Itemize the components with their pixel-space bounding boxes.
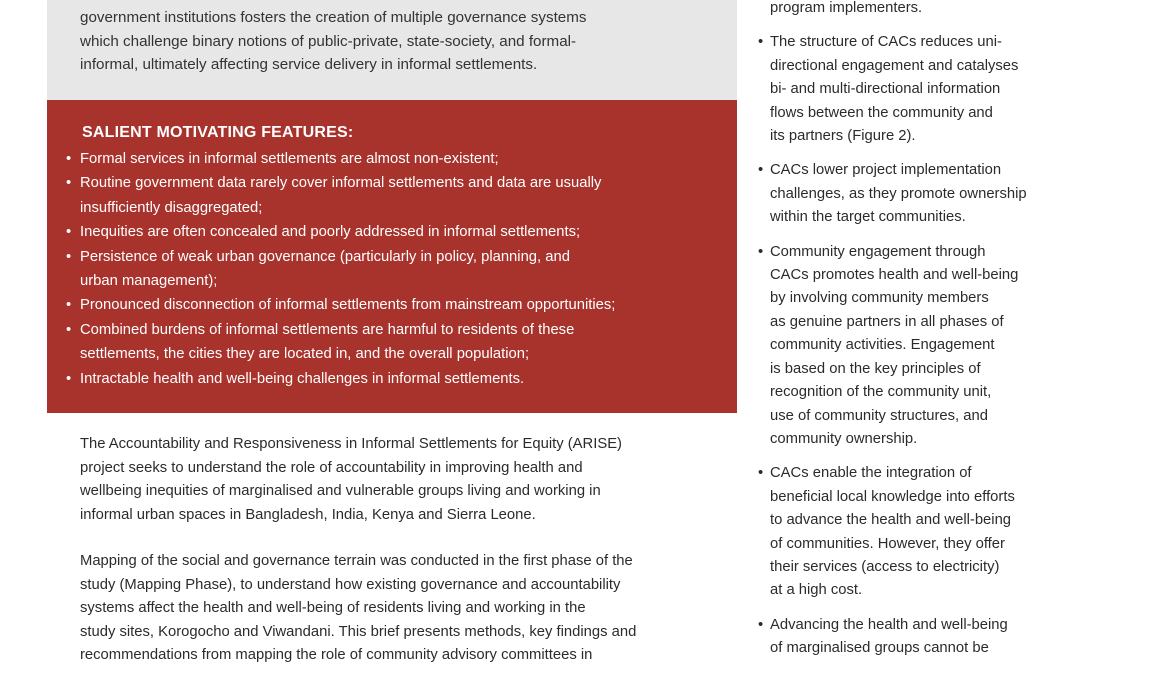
context-box bbox=[47, 0, 737, 100]
feature-item bbox=[66, 245, 731, 294]
body-line: recommendations from mapping the role of community advisory committees in bbox=[80, 647, 593, 663]
body-line: informal urban spaces in Bangladesh, India, Kenya and Sierra Leone. bbox=[80, 506, 536, 523]
finding-line: community activities. Engagement bbox=[770, 337, 995, 354]
body-line: wellbeing inequities of marginalised and vulnerable groups living and working in bbox=[80, 483, 601, 499]
feature-item bbox=[66, 147, 731, 171]
feature-item bbox=[66, 318, 731, 367]
body-line: systems affect the health and well-being of residents living and working in the bbox=[80, 600, 586, 616]
finding-item bbox=[758, 614, 1098, 661]
finding-line: by involving community members bbox=[770, 290, 989, 307]
finding-line: • Community engagement through bbox=[770, 243, 986, 260]
body-line: study (Mapping Phase), to understand how existing governance and accountability bbox=[80, 576, 621, 593]
context-line: government institutions fosters the creation of multiple governance systems bbox=[80, 9, 587, 26]
salient-features-box bbox=[47, 100, 737, 413]
feature-line: • Inequities are often concealed and poorly addressed in informal settlements; bbox=[80, 224, 581, 241]
finding-line: their services (access to electricity) bbox=[770, 558, 1000, 575]
finding-line: beneficial local knowledge into efforts bbox=[770, 488, 1015, 505]
body-line: study sites, Korogocho and Viwandani. This brief presents methods, key findings and bbox=[80, 623, 637, 640]
feature-line: • Intractable health and well-being challenges in informal settlements. bbox=[80, 370, 525, 387]
feature-line: urban management); bbox=[80, 273, 218, 290]
finding-continuation bbox=[758, 0, 1098, 20]
feature-item bbox=[66, 171, 731, 220]
finding-line: • Advancing the health and well-being bbox=[770, 616, 1008, 633]
finding-item bbox=[758, 31, 1098, 148]
finding-line: is based on the key principles of bbox=[770, 360, 981, 377]
feature-line: settlements, the cities they are located in, and the overall population; bbox=[80, 346, 530, 363]
feature-line: • Combined burdens of informal settlements are harmful to residents of these bbox=[80, 321, 575, 338]
findings-column bbox=[758, 0, 1098, 672]
finding-item bbox=[758, 241, 1098, 452]
feature-line: insufficiently disaggregated; bbox=[80, 199, 263, 216]
finding-line: • The structure of CACs reduces uni- bbox=[770, 34, 1002, 51]
finding-line: to advance the health and well-being bbox=[770, 512, 1012, 529]
finding-line: within the target communities. bbox=[770, 209, 966, 226]
finding-line: challenges, as they promote ownership bbox=[770, 185, 1027, 202]
salient-features-list bbox=[66, 147, 731, 391]
feature-line: • Persistence of weak urban governance (particularly in policy, planning, and bbox=[80, 248, 570, 265]
feature-item bbox=[66, 367, 731, 391]
body-paragraph bbox=[80, 550, 730, 668]
finding-line: • CACs enable the integration of bbox=[770, 465, 972, 482]
main-body-text bbox=[80, 433, 730, 691]
finding-line: bi- and multi-directional information bbox=[770, 81, 1001, 98]
findings-list bbox=[758, 0, 1098, 661]
finding-line: CACs promotes health and well-being bbox=[770, 267, 1019, 284]
finding-item bbox=[758, 159, 1098, 229]
finding-line: of communities. However, they offer bbox=[770, 535, 1005, 552]
body-line: project seeks to understand the role of accountability in improving health and bbox=[80, 459, 583, 476]
finding-line: community ownership. bbox=[770, 430, 918, 447]
feature-line: • Routine government data rarely cover informal settlements and data are usually bbox=[80, 175, 602, 192]
finding-line: directional engagement and catalyses bbox=[770, 57, 1019, 74]
feature-item bbox=[66, 293, 731, 317]
body-paragraph bbox=[80, 433, 730, 527]
context-line: informal, ultimately affecting service delivery in informal settlements. bbox=[80, 56, 538, 73]
finding-line: of marginalised groups cannot be bbox=[770, 640, 989, 657]
finding-line: its partners (Figure 2). bbox=[770, 128, 916, 145]
finding-line: program implementers. bbox=[770, 0, 923, 16]
feature-item bbox=[66, 220, 731, 244]
finding-line: as genuine partners in all phases of bbox=[770, 313, 1004, 330]
finding-line: use of community structures, and bbox=[770, 407, 988, 424]
salient-features-heading: SALIENT MOTIVATING FEATURES: bbox=[82, 124, 354, 141]
feature-line: • Formal services in informal settlements are almost non-existent; bbox=[80, 151, 499, 167]
finding-line: at a high cost. bbox=[770, 582, 863, 599]
context-line: which challenge binary notions of public-private, state-society, and formal- bbox=[80, 32, 577, 50]
body-line: Mapping of the social and governance terrain was conducted in the first phase of the bbox=[80, 553, 633, 569]
feature-line: • Pronounced disconnection of informal settlements from mainstream opportunities; bbox=[80, 297, 616, 314]
finding-item bbox=[758, 462, 1098, 602]
finding-line: flows between the community and bbox=[770, 104, 993, 121]
context-text bbox=[80, 6, 720, 77]
finding-line: • CACs lower project implementation bbox=[770, 162, 1002, 179]
finding-line: recognition of the community unit, bbox=[770, 384, 992, 401]
body-line: The Accountability and Responsiveness in Informal Settlements for Equity (ARISE) bbox=[80, 436, 622, 452]
